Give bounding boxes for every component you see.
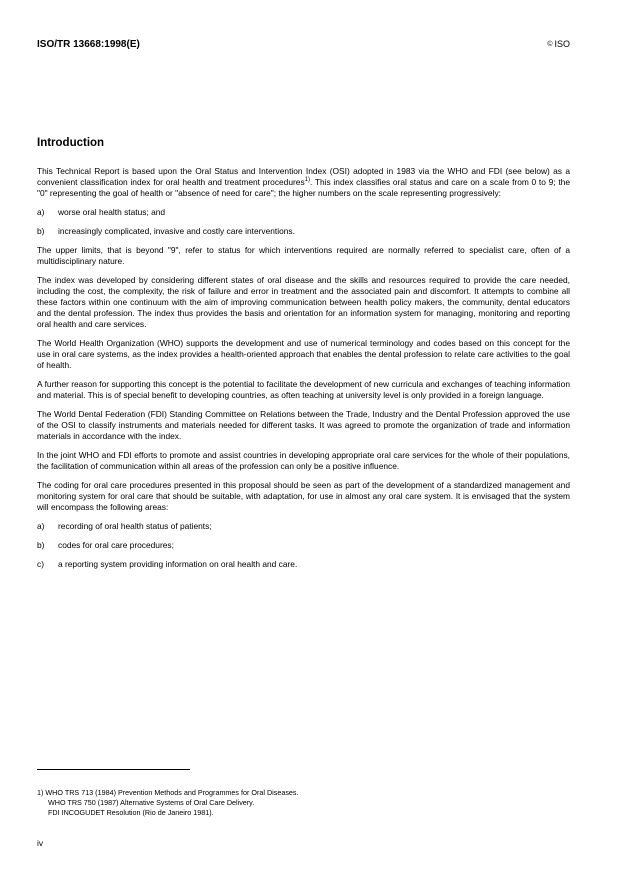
copyright-icon: ©	[547, 41, 553, 48]
paragraph-intro-text-after: . This index classifies oral status and care on a scale from 0 to 9; the "0" representing the goal of health or "absence of need for care"; the higher numbers on the scale representing progressively:	[37, 177, 571, 198]
paragraph-intro-text: This Technical Report is based upon the Oral Status and Intervention Index (OSI) adopted in 1983 via the WHO and FDI (see below) as a convenient classification index for oral health and treatment procedures	[37, 166, 570, 187]
paragraph-joint-efforts: In the joint WHO and FDI efforts to promote and assist countries in developing appropriate oral care services for the whole of their populations, the facilitation of communication within all areas of the profession can only be a positive influence.	[37, 450, 570, 471]
list-item-text: codes for oral care procedures;	[58, 540, 174, 550]
footnote-line: FDI INCOGUDET Resolution (Rio de Janeiro 1981).	[48, 808, 214, 817]
list-item	[37, 521, 570, 532]
list-item	[37, 540, 570, 551]
list-item-text: a reporting system providing information on oral health and care.	[58, 559, 298, 569]
paragraph-upper-limits: The upper limits, that is beyond "9", refer to status for which interventions required are normally referred to specialist care, often of a multidisciplinary nature.	[37, 245, 570, 266]
list-item	[37, 226, 570, 237]
page-number: iv	[37, 838, 44, 848]
list-marker: c)	[37, 559, 44, 569]
footnote-divider	[37, 769, 190, 770]
list-marker: a)	[37, 207, 45, 217]
footnote-line: 1) WHO TRS 713 (1984) Prevention Methods and Programmes for Oral Diseases.	[37, 788, 299, 797]
paragraph-fdi-committee: The World Dental Federation (FDI) Standing Committee on Relations between the Trade, Industry and the Dental Profession approved the use of the OSI to classify instruments and materials needed for different tasks. It was agreed to promote the organization of trade and information materials in accordance with the index.	[37, 409, 570, 441]
list-item-text: increasingly complicated, invasive and costly care interventions.	[58, 226, 295, 236]
paragraph-who-support: The World Health Organization (WHO) supports the development and use of numerical terminology and codes based on this concept for the use in oral care systems, as the index provides a health-oriented approach that enables the dental profession to relate care activities to the goal of health.	[37, 338, 570, 370]
paragraph-index-development: The index was developed by considering different states of oral disease and the skills and resources required to provide the care needed, including the cost, the complexity, the risk of failure and error in treatment and the associated pain and discomfort. It attempts to combine all these factors within one continuum with the aim of improving communication between health policy makers, the community, dental educators and the dental profession. The index thus provides the basis and orientation for an information system for managing, monitoring and reporting oral health and care services.	[37, 275, 570, 329]
paragraph-further-reason: A further reason for supporting this concept is the potential to facilitate the development of new curricula and exchanges of teaching information and material. This is of special benefit to developing countries, as often teaching at university level is only provided in a foreign language.	[37, 379, 570, 400]
paragraph-coding: The coding for oral care procedures presented in this proposal should be seen as part of the development of a standardized management and monitoring system for oral care that should be suitable, with adaptation, for use in almost any oral care system. It is envisaged that the system will encompass the following areas:	[37, 480, 570, 512]
copyright-notice	[547, 39, 570, 49]
list-item	[37, 559, 570, 570]
list-marker: b)	[37, 226, 45, 236]
list-marker: a)	[37, 521, 45, 531]
footnotes	[37, 788, 299, 818]
list-marker: b)	[37, 540, 45, 550]
list-item	[37, 207, 570, 218]
document-id: ISO/TR 13668:1998(E)	[37, 39, 140, 50]
footnote-line: WHO TRS 750 (1987) Alternative Systems of Oral Care Delivery.	[48, 798, 255, 807]
list-item-text: recording of oral health status of patients;	[58, 521, 212, 531]
main-content	[37, 135, 570, 578]
list-item-text: worse oral health status; and	[58, 207, 166, 217]
footnote-reference[interactable]: 1)	[304, 176, 310, 183]
page-header	[37, 39, 570, 50]
paragraph-intro	[37, 166, 570, 199]
section-title: Introduction	[37, 137, 105, 149]
copyright-owner: ISO	[554, 39, 570, 49]
